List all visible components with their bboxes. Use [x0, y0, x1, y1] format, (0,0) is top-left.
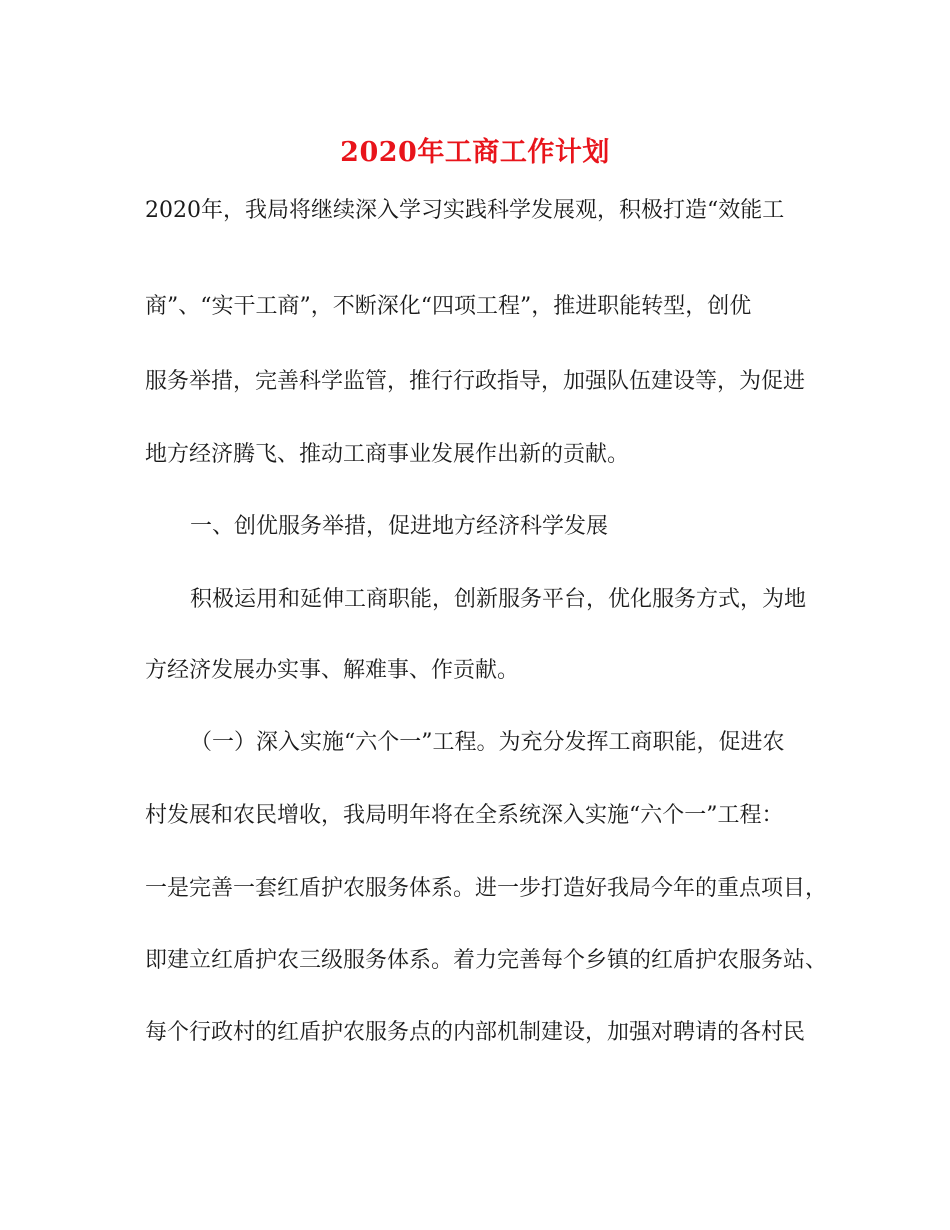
paragraph-line-7: （一）深入实施“六个一”工程。为充分发挥工商职能，促进农	[190, 730, 785, 755]
section-heading-1: 一、创优服务举措，促进地方经济科学发展	[190, 514, 609, 539]
paragraph-line-8: 村发展和农民增收，我局明年将在全系统深入实施“六个一”工程：	[145, 803, 784, 828]
paragraph-line-5: 积极运用和延伸工商职能，创新服务平台，优化服务方式，为地	[190, 587, 807, 612]
paragraph-line-11: 每个行政村的红盾护农服务点的内部机制建设，加强对聘请的各村民	[145, 1020, 806, 1045]
paragraph-line-9: 一是完善一套红盾护农服务体系。进一步打造好我局今年的重点项目，	[145, 876, 828, 901]
paragraph-line-6: 方经济发展办实事、解难事、作贡献。	[145, 658, 520, 683]
paragraph-line-1: 2020年，我局将继续深入学习实践科学发展观，积极打造“效能工	[145, 198, 785, 223]
paragraph-line-4: 地方经济腾飞、推动工商事业发展作出新的贡献。	[145, 442, 630, 467]
paragraph-line-10: 即建立红盾护农三级服务体系。着力完善每个乡镇的红盾护农服务站、	[145, 948, 828, 973]
paragraph-line-2: 商”、“实干工商”，不断深化“四项工程”，推进职能转型，创优	[145, 294, 752, 319]
paragraph-line-3: 服务举措，完善科学监管，推行行政指导，加强队伍建设等，为促进	[145, 369, 806, 394]
document-title: 2020年工商工作计划	[340, 137, 610, 168]
